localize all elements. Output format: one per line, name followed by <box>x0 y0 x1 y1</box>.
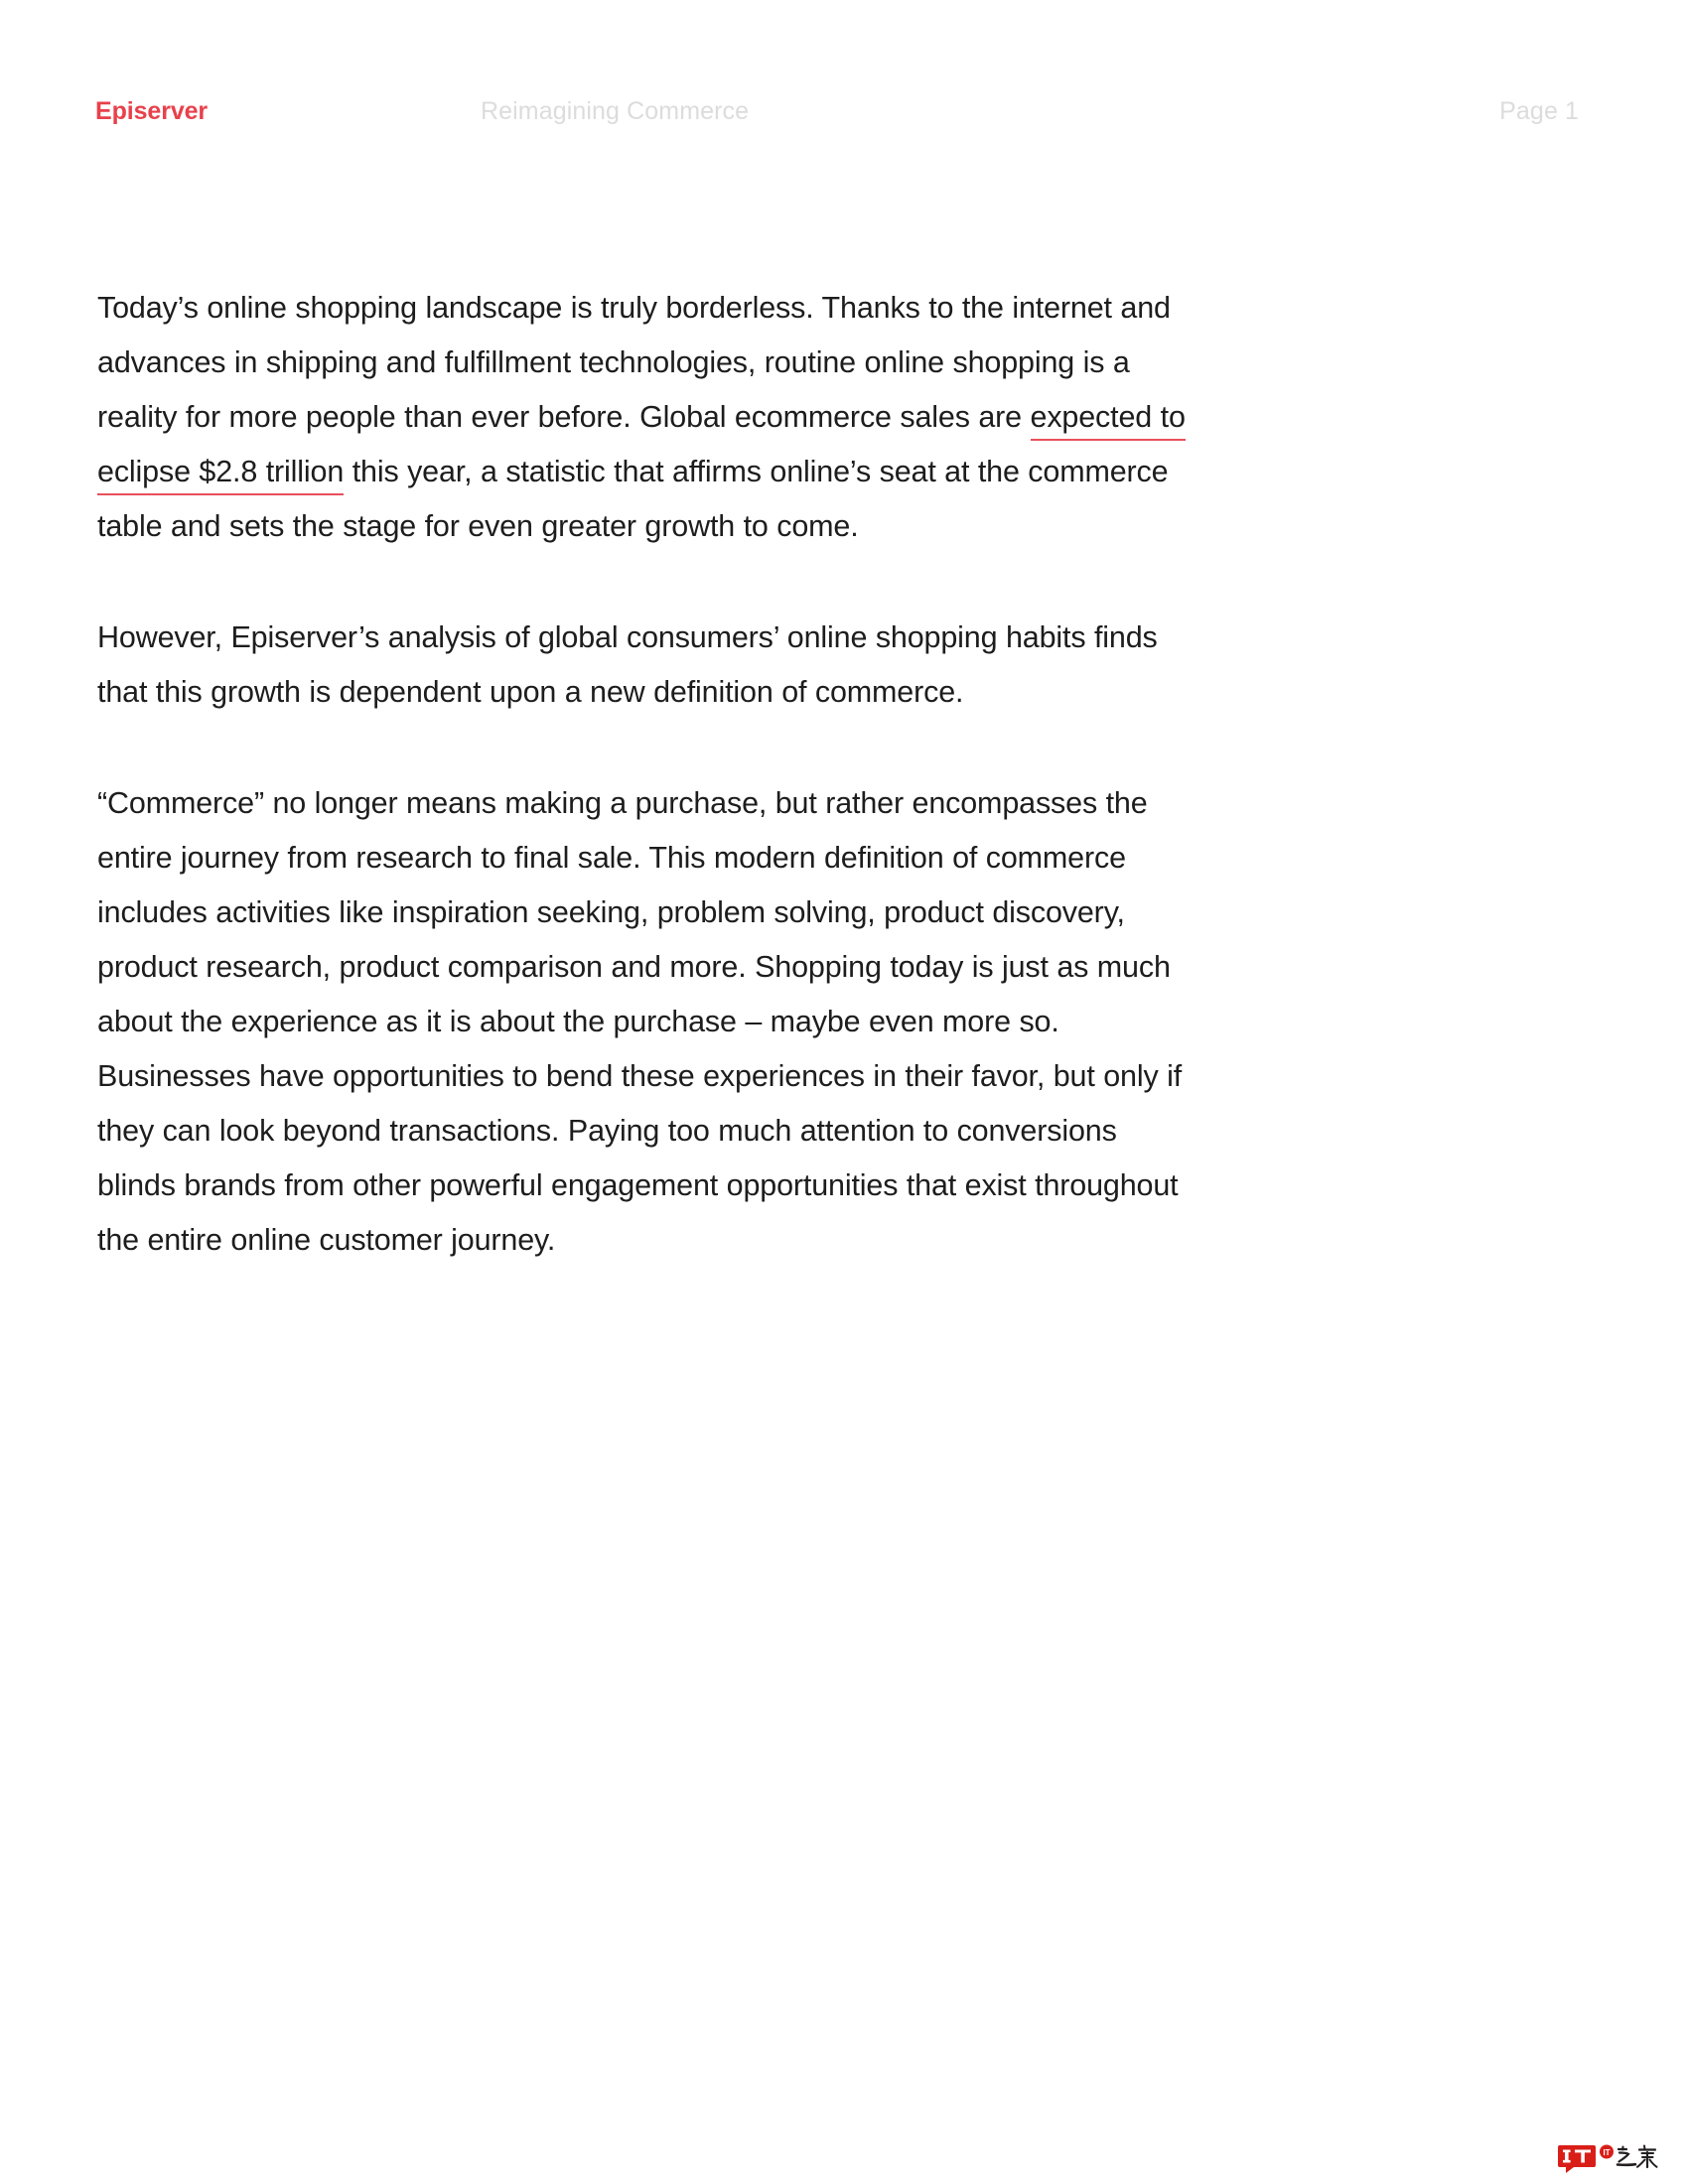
watermark-it-home <box>1557 2140 1674 2174</box>
page-number-label: Page 1 <box>1499 97 1579 125</box>
document-body <box>97 281 1199 1268</box>
paragraph-text-segment: this year, a statistic that affirms online’s seat at the commerce table and sets the stage for even greater growth to come. <box>97 455 1169 543</box>
svg-text:IT: IT <box>1603 2148 1611 2157</box>
paragraph-text-segment: However, Episerver’s analysis of global consumers’ online shopping habits finds that this growth is dependent upon a new definition of commerce. <box>97 620 1158 709</box>
page-running-header <box>0 94 1688 134</box>
brand-logo-episerver: Episerver <box>95 97 209 125</box>
document-title: Reimagining Commerce <box>481 97 750 125</box>
it-home-logo-icon <box>1557 2140 1674 2174</box>
paragraph-text-segment: “Commerce” no longer means making a purchase, but rather encompasses the entire journey from research to final sale. This modern definition of commerce includes activities like inspiration seeking, problem solving, product discovery, product research, product comparison and more. Shopping today is just as much about the experience as it is about the purchase – maybe even more so. Businesses have opportunities to bend these experiences in their favor, but only if they can look beyond transactions. Paying too much attention to conversions blinds brands from other powerful engagement opportunities that exist throughout the entire online customer journey. <box>97 786 1183 1257</box>
paragraph-text-segment: Today’s online shopping landscape is truly borderless. Thanks to the internet and advances in shipping and fulfillment technologies, routine online shopping is a reality for more people than ever before. Global ecommerce sales are <box>97 291 1171 434</box>
body-paragraph <box>97 281 1199 554</box>
inline-link-ecommerce-statistic[interactable]: expected to eclipse $2.8 trillion <box>97 400 1186 495</box>
body-paragraph <box>97 776 1199 1268</box>
body-paragraph <box>97 611 1199 720</box>
